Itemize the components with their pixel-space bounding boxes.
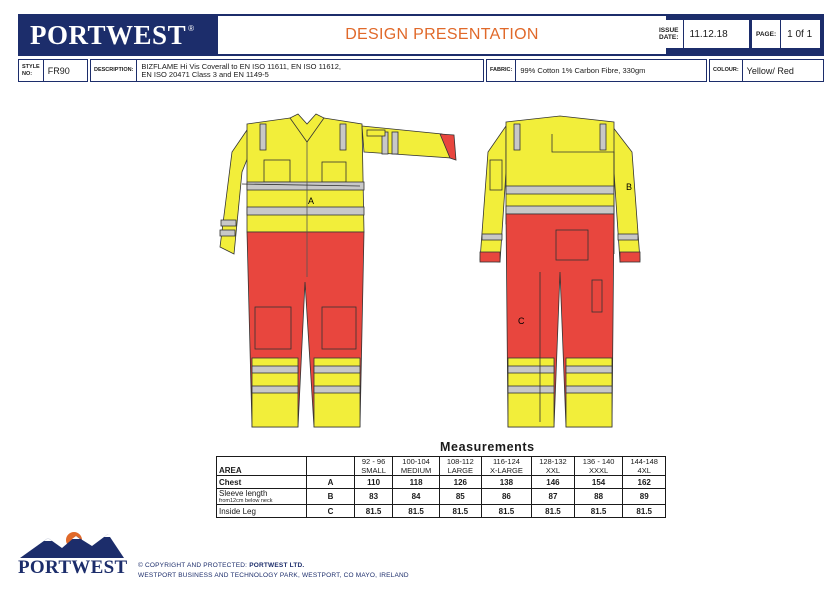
fabric-value: 99% Cotton 1% Carbon Fibre, 330gm (520, 65, 646, 75)
size-header-large: 108-112 LARGE (439, 457, 481, 476)
issue-date-box (655, 20, 749, 48)
table-cell: 86 (481, 489, 532, 505)
size-header-xxl: 128-132 XXL (532, 457, 575, 476)
page-value: 1 0f 1 (787, 28, 813, 40)
front-label-a: A (308, 196, 315, 206)
colour-label: COLOUR: (710, 60, 743, 81)
brand-logo-text: PORTWEST (30, 19, 187, 50)
front-shoulder-reflective-right (340, 124, 346, 150)
front-leg-reflective-left-2 (252, 386, 298, 393)
row-code: C (307, 505, 355, 518)
brand-logo (18, 14, 216, 56)
back-right-cuff (620, 252, 640, 262)
area-header: AREA (217, 457, 307, 476)
back-shoulder-reflective-left (514, 124, 520, 150)
table-row (217, 505, 666, 518)
front-left-sleeve-reflective (221, 220, 236, 226)
table-row (217, 489, 666, 505)
back-leg-reflective-left-1 (508, 366, 554, 373)
footer-copyright: © COPYRIGHT AND PROTECTED: PORTWEST LTD. WESTPORT BUSINESS AND TECHNOLOGY PARK, WESTPORT, CO MAYO, IRELAND (138, 562, 409, 579)
size-header-4xl: 144-148 4XL (623, 457, 666, 476)
description-cell (90, 59, 484, 82)
registered-mark: ® (188, 24, 194, 33)
page-box (752, 20, 820, 48)
back-hip-pocket (556, 230, 588, 260)
back-sleeve-pocket (490, 160, 502, 190)
mountain-sun-icon (16, 520, 126, 560)
footer-address: WESTPORT BUSINESS AND TECHNOLOGY PARK, WESTPORT, CO MAYO, IRELAND (138, 572, 409, 579)
back-left-sleeve-reflective (482, 234, 502, 240)
page-title: DESIGN PRESENTATION (345, 26, 539, 43)
measurements-title: Measurements (440, 440, 535, 454)
table-cell: 118 (393, 476, 440, 489)
title-box (218, 16, 666, 54)
back-chest-reflective-band (506, 186, 614, 194)
table-cell: 85 (439, 489, 481, 505)
row-area-inside-leg: Inside Leg (217, 505, 307, 518)
back-leg-reflective-left-2 (508, 386, 554, 393)
table-cell: 162 (623, 476, 666, 489)
front-waist-reflective-band (247, 207, 364, 215)
table-cell: 81.5 (393, 505, 440, 518)
table-cell: 146 (532, 476, 575, 489)
table-cell: 81.5 (355, 505, 393, 518)
back-label-b: B (626, 182, 633, 192)
front-chest-pocket-right (322, 162, 346, 182)
size-header-small: 92 - 96 SMALL (355, 457, 393, 476)
table-cell: 81.5 (532, 505, 575, 518)
table-cell: 81.5 (439, 505, 481, 518)
table-cell: 87 (532, 489, 575, 505)
size-header-medium: 100-104 MEDIUM (393, 457, 440, 476)
table-cell: 81.5 (623, 505, 666, 518)
fabric-label: FABRIC: (487, 60, 516, 81)
row-code: B (307, 489, 355, 505)
row-area-sleeve: Sleeve length from12cm below neck (217, 489, 307, 505)
table-cell: 126 (439, 476, 481, 489)
front-right-sleeve-reflective-2 (392, 132, 398, 154)
description-label: DESCRIPTION: (91, 60, 137, 81)
row-area-chest: Chest (217, 476, 307, 489)
fabric-cell (486, 59, 707, 82)
back-left-cuff (480, 252, 500, 262)
table-cell: 88 (574, 489, 623, 505)
style-label: STYLE NO: (19, 60, 44, 81)
footer-logo (16, 520, 126, 580)
back-leg-reflective-right-1 (566, 366, 612, 373)
issue-date-label: ISSUE DATE: (655, 20, 684, 48)
table-row (217, 476, 666, 489)
table-cell: 110 (355, 476, 393, 489)
table-cell: 83 (355, 489, 393, 505)
table-cell: 84 (393, 489, 440, 505)
front-leg-reflective-left-1 (252, 366, 298, 373)
back-shoulder-reflective-right (600, 124, 606, 150)
front-knee-pad-right (322, 307, 356, 349)
footer-logo-text: PORTWEST (18, 557, 128, 578)
front-leg-reflective-right-2 (314, 386, 360, 393)
row-code: A (307, 476, 355, 489)
table-cell: 81.5 (574, 505, 623, 518)
back-waist-reflective-band (506, 206, 614, 214)
coverall-back-view (474, 112, 654, 434)
front-sleeve-pocket (367, 130, 385, 136)
header-bar (18, 14, 824, 56)
table-cell: 89 (623, 489, 666, 505)
front-left-sleeve-reflective-2 (220, 230, 235, 236)
issue-date-value: 11.12.18 (689, 28, 728, 40)
table-cell: 81.5 (481, 505, 532, 518)
style-cell (18, 59, 88, 82)
info-row (18, 59, 824, 82)
front-shoulder-reflective-left (260, 124, 266, 150)
back-right-sleeve (612, 126, 640, 262)
size-header-xlarge: 116-124 X-LARGE (481, 457, 532, 476)
front-leg-reflective-right-1 (314, 366, 360, 373)
coverall-front-view (212, 112, 462, 434)
description-text: BIZFLAME Hi Vis Coverall to EN ISO 11611, EN ISO 11612, EN ISO 20471 Class 3 and EN 1149-5 (141, 61, 341, 79)
back-label-c: C (518, 316, 525, 326)
sleeve-note: from12cm below neck (219, 498, 273, 504)
measurements-table (216, 456, 666, 518)
table-cell: 138 (481, 476, 532, 489)
front-chest-pocket-left (264, 160, 290, 182)
back-leg-reflective-right-2 (566, 386, 612, 393)
style-number: FR90 (47, 65, 70, 76)
page-label: PAGE: (752, 20, 781, 48)
front-knee-pad-left (255, 307, 291, 349)
code-header (307, 457, 355, 476)
back-right-sleeve-reflective (618, 234, 638, 240)
size-header-xxxl: 136 - 140 XXXL (574, 457, 623, 476)
table-header-row (217, 457, 666, 476)
table-cell: 154 (574, 476, 623, 489)
back-left-sleeve (480, 126, 506, 262)
colour-cell (709, 59, 824, 82)
back-leg-pocket (592, 280, 602, 312)
colour-value: Yellow/ Red (746, 65, 794, 76)
